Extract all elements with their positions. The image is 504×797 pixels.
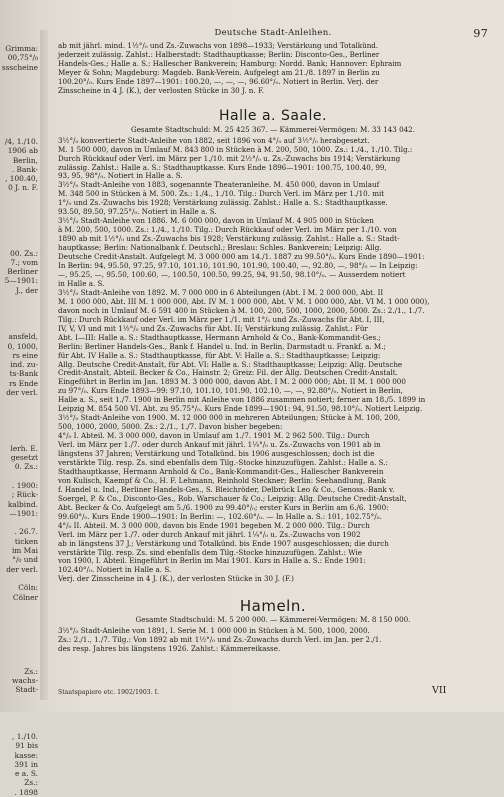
margin-fragment xyxy=(0,239,40,248)
margin-fragment xyxy=(0,713,40,722)
margin-fragment: 5—1901: xyxy=(4,276,38,286)
margin-fragment: Zs.: xyxy=(24,666,38,676)
text-line: 3½°/₀ Stadt-Anleihe von 1883, sogenannte Theateranleihe. M. 450 000, davon in Umlauf xyxy=(58,180,380,190)
margin-fragment: 1906 ab xyxy=(7,146,38,156)
text-line: Verl. im März per 1./7. oder durch Ankauf mit jährl. 1¼°/₀ u. Zs.-Zuwachs von 1901 ab in xyxy=(58,440,381,450)
margin-fragment: Zs.: xyxy=(24,778,38,788)
margin-fragment: ; Rück- xyxy=(11,490,38,500)
margin-fragment xyxy=(0,211,40,220)
text-line: Verj. der Zinsscheine in 4 J. (K.), der verlosten Stücke in 30 J. (F.) xyxy=(58,574,294,584)
text-line: verstärkte Tilg. resp. Zs. sind ebenfalls dem Tilg.-Stocke hinzuzufügen. Zahlst.: Halle a. S.: xyxy=(58,457,388,467)
text-line: Stadthauptkasse, Hermann Arnhold & Co., Bank-Kommandit-Ges., Hallescher Bankverein xyxy=(58,466,384,476)
margin-fragment: im Mai xyxy=(11,546,38,556)
text-line: ab in längstens 37 J.; Verstärkung und Totalkünd. bis Ende 1907 ausgeschlossen; die durch xyxy=(58,538,389,548)
margin-fragment: J., der xyxy=(15,285,38,295)
margin-fragment xyxy=(0,574,40,583)
margin-fragment xyxy=(0,723,40,732)
text-line: M. 348 500 in Stücken à M. 500. Zs.: 1./4., 1./10. Tilg.: Durch Verl. im März per 1./10. mit xyxy=(58,189,385,199)
margin-fragment: der verl. xyxy=(6,564,38,574)
margin-fragment: . 1898 xyxy=(14,787,38,797)
section-meta-halle: Gesamte Stadtschuld: M. 25 425 367. — Kämmerei-Vermögen: M. 33 143 042. xyxy=(131,124,415,134)
text-line: Abt. Becker & Co. Aufgelegt am 5./6. 1900 zu 99.40°/₀; erster Kurs in Berlin am 6./6. 1900: xyxy=(58,502,389,512)
text-line: 4°/₀ II. Abteil. M. 3 000 000, davon bis Ende 1901 begeben M. 2 000 000. Tilg.: Durch xyxy=(58,520,370,530)
margin-fragment: 0 J. n. F. xyxy=(8,183,38,193)
intro-paragraph xyxy=(58,42,488,96)
margin-fragment: Cöln: xyxy=(18,583,38,593)
margin-fragment: 00,75°/₀ xyxy=(7,53,38,63)
margin-fragment: lerh. E. xyxy=(10,443,38,453)
text-line: Soergel, P. & Co., Disconto-Ges., Rob. Warschauer & Co.; Leipzig: Allg. Deutsche Credit-Anstalt, xyxy=(58,493,407,503)
margin-fragment: /4, 1./10. xyxy=(4,136,38,146)
margin-fragment xyxy=(0,602,40,611)
margin-fragment: kasse: xyxy=(14,750,38,760)
text-line: Credit-Anstalt, Abteil. Becker & Co., Hainstr. 2; Greiz: Fil. der Allg. Deutschen Credit-Anstalt. xyxy=(58,368,398,378)
text-line: 3½°/₀ Stadt-Anleihe von 1891, I. Serie M. 1 000 000 in Stücken à M. 500, 1000, 2000. xyxy=(58,626,370,636)
margin-fragment: 00. Zs.: xyxy=(10,248,38,258)
margin-fragment xyxy=(0,472,40,481)
text-line: verstärkte Tilg. resp. Zs. sind ebenfalls dem Tilg.-Stocke hinzuzufügen. Zahlst.: Wie xyxy=(58,547,362,557)
margin-fragment: Grimma: xyxy=(5,44,38,53)
text-line: Berlin: Berliner Handels-Ges., Bank f. Handel u. Ind. in Berlin, Darmstadt u. Frankf. a. M.; xyxy=(58,341,386,351)
facing-page-fragments xyxy=(0,44,40,797)
margin-fragment xyxy=(0,416,40,425)
section-body-hameln xyxy=(58,627,488,654)
margin-fragment: . 26.7. xyxy=(14,527,38,537)
margin-fragment xyxy=(0,72,40,81)
text-line: Leipzig M. 854 500 VI. Abt. zu 95.75°/₀. Kurs Ende 1899—1901: 94, 91.50, 98.10°/₀. Notiert Leipzig. xyxy=(58,404,423,414)
margin-fragment xyxy=(0,90,40,99)
margin-fragment: ts-Bank xyxy=(9,369,38,379)
text-line: 3½°/₀ Stadt-Anleihe von 1886. M. 6 000 000, davon in Umlauf M. 4 905 000 in Stücken xyxy=(58,216,374,226)
text-line: Zinsscheine in 4 J. (K.), der verlosten Stücke in 30 J. n. F. xyxy=(58,85,265,95)
margin-fragment: —1901: xyxy=(9,508,38,518)
page-number: 97 xyxy=(473,27,488,40)
margin-fragment: . 1900: xyxy=(12,480,38,490)
running-header xyxy=(58,28,488,40)
text-line: von 1900, I. Abteil. Eingeführt in Berlin im Mai 1901. Kurs in Halle a. S.: Ende 1901: xyxy=(58,556,366,566)
text-line: 102.40°/₀. Notiert in Halle a. S. xyxy=(58,565,172,575)
margin-fragment: ssscheine xyxy=(1,62,38,72)
text-line: M. 1 000 000, Abt. III M. 1 000 000, Abt. IV M. 1 000 000, Abt. V M. 1 000 000, Abt. VI M. 1 000 000), xyxy=(58,296,430,306)
text-line: davon noch in Umlauf M. 6 591 400 in Stücken à M. 100, 200, 500, 1000, 2000, 5000. Zs.: 2./1., 1./7. xyxy=(58,305,425,315)
text-line: Zs.: 2./1., 1./7. Tilg.: Von 1892 ab mit 1½°/₀ und Zs.-Zuwachs durch Verl. im Jan. per 2./1. xyxy=(58,635,382,645)
footer-imprint: Staatspapiere etc. 1902/1903. I. xyxy=(58,689,160,696)
margin-fragment xyxy=(0,230,40,239)
margin-fragment: Stadt- xyxy=(15,685,38,695)
margin-fragment xyxy=(0,295,40,304)
margin-fragment xyxy=(0,704,40,713)
margin-fragment: 0. Zs.: xyxy=(14,462,38,472)
margin-fragment: ansfeld, xyxy=(8,332,38,342)
text-line: Abt. I—III: Halle a. S.: Stadthauptkasse, Hermann Arnhold & Co., Bank-Kommandit-Ges.; xyxy=(58,332,381,342)
text-line: In Berlin: 94, 95.50, 97.25, 97.10, 101.10, 101.90, 101.90, 100.40, —, 92.80, —, 98°/₀ — In Leipzig: xyxy=(58,261,418,271)
margin-fragment: Berlin, xyxy=(12,155,38,165)
margin-fragment xyxy=(0,128,40,137)
text-line: Tilg.: Durch Rückkauf oder Verl. im März per 1./1. mit 1°/₀ und Zs.-Zuwachs für Abt. I, III, xyxy=(58,314,385,324)
text-line: Handels-Ges.; Halle a. S.: Hallescher Bankverein; Hamburg: Nordd. Bank; Hannover: Ephraim xyxy=(58,58,402,68)
margin-fragment: 7.; vom xyxy=(10,257,38,267)
margin-fragment: kalbind. xyxy=(7,499,38,509)
text-line: —, 95.25, —, 95.50, 100.60, —, 100.50, 100.50, 99.25, 94, 91.50, 98.10°/₀. — Ausserdem notiert xyxy=(58,269,406,279)
text-line: à M. 200, 500, 1000. Zs.: 1./4., 1./10. Tilg.: Durch Rückkauf oder Verl. im März per 1./10. von xyxy=(58,225,397,235)
margin-fragment: der verl. xyxy=(6,387,38,397)
text-line: 100.20°/₀. Kurs Ende 1897—1901: 100.20, —, —, —, 96.60°/₀. Notiert in Berlin. Verj. der xyxy=(58,76,379,86)
text-line: 93.50, 89.50, 97.25°/₀. Notiert in Halle a. S. xyxy=(58,207,217,217)
margin-fragment xyxy=(0,695,40,704)
text-line: Meyer & Sohn; Magdeburg: Magdeb. Bank-Verein. Aufgelegt am 21./8. 1897 in Berlin zu xyxy=(58,67,380,77)
section-title-halle: Halle a. Saale. xyxy=(219,107,327,124)
margin-fragment: rs eine xyxy=(12,350,38,360)
text-line: längstens 37 Jahren; Verstärkung und Totalkünd. bis 1906 ausgeschlossen; doch ist die xyxy=(58,449,375,459)
margin-fragment xyxy=(0,407,40,416)
margin-fragment xyxy=(0,314,40,323)
margin-fragment xyxy=(0,658,40,667)
text-line: 4°/₀ I. Abteil. M. 3 000 000, davon in Umlauf am 1./7. 1901 M. 2 962 500. Tilg.: Durch xyxy=(58,431,370,441)
margin-fragment xyxy=(0,630,40,639)
margin-fragment xyxy=(0,304,40,313)
margin-fragment: e a. S. xyxy=(15,769,38,779)
section-meta-hameln: Gesamte Stadtschuld: M. 5 200 000. — Kämmerei-Vermögen: M. 8 150 000. xyxy=(135,615,411,625)
text-line: von Kulisch, Kaempf & Co., H. F. Lehmann, Reinhold Steckner; Berlin: Seehandlung, Bank xyxy=(58,475,386,485)
margin-fragment xyxy=(0,518,40,527)
margin-fragment xyxy=(0,639,40,648)
text-line: in Halle a. S. xyxy=(58,278,105,288)
text-line: f. Handel u. Ind., Berliner Handels-Ges., S. Bleichröder, Delbrück Leo & Co., Genoss.-Bank v. xyxy=(58,484,395,494)
running-header-title: Deutsche Stadt-Anleihen. xyxy=(214,28,332,38)
text-line: 3½°/₀ Stadt-Anleihe von 1900. M. 12 000 000 in mehreren Abteilungen; Stücke à M. 100, 200, xyxy=(58,413,401,423)
text-line: Verl. im März per 1./7. oder durch Ankauf mit jährl. 1¼°/₀ u. Zs.-Zuwachs von 1902 xyxy=(58,529,361,539)
margin-fragment xyxy=(0,202,40,211)
margin-fragment: , 100.40, xyxy=(5,174,38,184)
margin-fragment xyxy=(0,648,40,657)
margin-fragment xyxy=(0,611,40,620)
text-line: M. 1 500 000, davon in Umlauf M. 843 800 in Stücken à M. 200, 500, 1000. Zs.: 1./4., 1./10. Tilg.: xyxy=(58,144,413,154)
text-line: des resp. Jahres bis längstens 1926. Zahlst.: Kämmereikasse. xyxy=(58,644,281,654)
text-line: Deutsche Credit-Anstalt. Aufgelegt M. 3 000 000 am 14./1. 1887 zu 99.50°/₀. Kurs Ende 1890—1901: xyxy=(58,252,425,262)
text-line: zu 97°/₀. Kurs Ende 1893—99: 97.10, 101.10, 101.90, 102.10, —, —, 92.80°/₀. Notiert in Berlin, xyxy=(58,386,403,396)
text-line: Durch Rückkauf oder Verl. im März per 1./10. mit 2½°/₀ u. Zs.-Zuwachs bis 1914; Verstärkung xyxy=(58,153,401,163)
section-body-halle xyxy=(58,137,488,585)
text-line: hauptkasse; Berlin: Nationalbank f. Deutschl.; Breslau: Schles. Bankverein; Leipzig: Allg. xyxy=(58,243,382,253)
margin-fragment xyxy=(0,434,40,443)
margin-fragment: . Bank- xyxy=(11,164,38,174)
margin-fragment xyxy=(0,620,40,629)
text-line: 500, 1000, 2000, 5000. Zs.: 2./1., 1./7. Davon bisher begeben: xyxy=(58,422,283,432)
margin-fragment: gesetzt xyxy=(10,453,38,463)
main-text-column xyxy=(58,42,488,702)
text-line: 99.60°/₀. Kurs Ende 1900—1901: In Berlin: —, 102.60°/₀. — In Halle a. S.: 101, 102.75°/₀. xyxy=(58,511,382,521)
margin-fragment xyxy=(0,118,40,127)
text-line: ab mit jährl. mind. 1½°/₀ und Zs.-Zuwachs von 1898—1933; Verstärkung und Totalkünd. xyxy=(58,41,379,50)
text-line: 93, 95, 98°/₀. Notiert in Halle a. S. xyxy=(58,171,183,181)
text-line: zulässig. Zahlst.: Halle a. S.: Stadthauptkasse. Kurs Ende 1896—1901: 100.75, 100.40, 99, xyxy=(58,162,387,172)
margin-fragment xyxy=(0,221,40,230)
text-line: 1890 ab mit 1½°/₀ und Zs.-Zuwachs bis 1928; Verstärkung zulässig. Zahlst.: Halle a. S.: Stadt- xyxy=(58,234,400,244)
margin-fragment: , 1./10. xyxy=(12,731,38,741)
margin-fragment: wachs- xyxy=(12,676,38,686)
margin-fragment: rs Ende xyxy=(9,378,38,388)
margin-fragment xyxy=(0,109,40,118)
margin-fragment: 91 bis xyxy=(15,741,38,751)
margin-fragment xyxy=(0,100,40,109)
margin-fragment: 0, 1000, xyxy=(7,341,38,351)
margin-fragment: ind. zu- xyxy=(10,360,38,370)
book-gutter xyxy=(40,30,48,700)
section-title-hameln: Hameln. xyxy=(239,597,307,616)
margin-fragment: ticken xyxy=(14,536,38,546)
text-line: 1°/₀ und Zs.-Zuwachs bis 1928; Verstärkung zulässig. Zahlst.: Halle a. S.: Stadthauptkasse. xyxy=(58,198,388,208)
text-line: Eingeführt in Berlin im Jan. 1893 M. 3 000 000, davon Abt. I M. 2 000 000; Abt. II M. 1 000 000 xyxy=(58,377,406,387)
text-line: 3½°/₀ Stadt-Anleihe von 1892. M. 7 000 000 in 6 Abteilungen (Abt. I M. 2 000 000, Abt. II xyxy=(58,287,384,297)
margin-fragment xyxy=(0,323,40,332)
text-line: IV, V, VI und mit 1½°/₀ und Zs.-Zuwachs für Abt. II; Verstärkung zulässig. Zahlst.: Für xyxy=(58,323,368,333)
margin-fragment: Cölner xyxy=(12,592,38,602)
footer-signature: VII xyxy=(432,685,447,696)
text-line: für Abt. IV Halle a. S.: Stadthauptkasse, für Abt. V: Halle a. S.: Stadthauptkasse; Leipzig: xyxy=(58,350,381,360)
margin-fragment xyxy=(0,425,40,434)
margin-fragment: Berliner xyxy=(7,267,38,277)
margin-fragment: °/₀ und xyxy=(12,555,38,565)
margin-fragment xyxy=(0,193,40,202)
margin-fragment: 391 in xyxy=(14,759,38,769)
text-line: jederzeit zulässig. Zahlst.: Halberstadt: Stadthauptkasse; Berlin: Disconto-Ges., Berliner xyxy=(58,49,380,59)
text-line: Allg. Deutsche Credit-Anstalt, für Abt. VI: Halle a. S.: Stadthauptkasse; Leipzig: Allg. Deutsche xyxy=(58,359,403,369)
margin-fragment xyxy=(0,397,40,406)
text-line: 3½°/₀ konvertierte Stadt-Anleihe von 1882, seit 1896 von 4°/₀ auf 3½°/₀ herabgesetzt. xyxy=(58,135,370,145)
margin-fragment xyxy=(0,81,40,90)
text-line: Halle a. S., seit 1./7. 1900 in Berlin mit Anleihe von 1886 zusammen notiert; ferner am 18./5. 1899 in xyxy=(58,395,426,405)
